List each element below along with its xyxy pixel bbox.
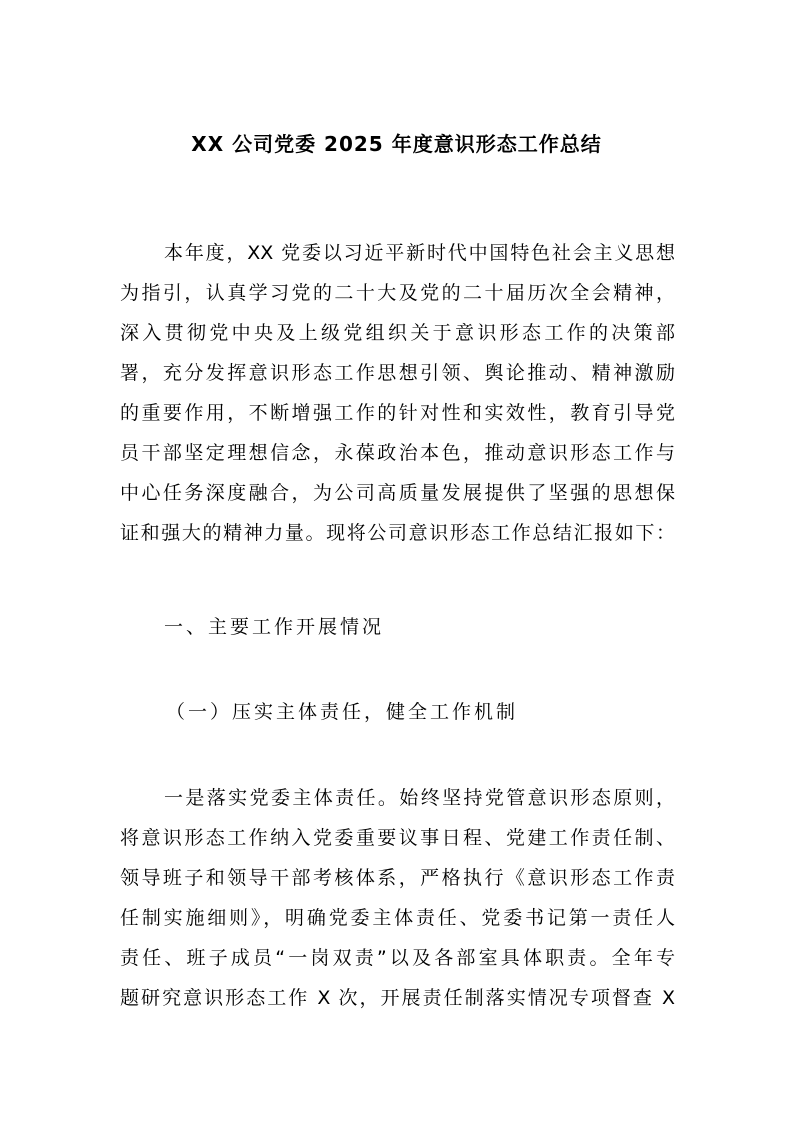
paragraph-line: 本年度，XX 党委以习近平新时代中国特色社会主义思想 xyxy=(164,242,675,264)
paragraph-line: 为指引，认真学习党的二十大及党的二十届历次全会精神， xyxy=(120,282,675,304)
paragraph-line: 任制实施细则》，明确党委主体责任、党委书记第一责任人 xyxy=(120,907,675,929)
paragraph-line: 证和强大的精神力量。现将公司意识形态工作总结汇报如下： xyxy=(120,522,675,544)
paragraph-line: 的重要作用，不断增强工作的针对性和实效性，教育引导党 xyxy=(120,402,675,424)
paragraph-line: 一是落实党委主体责任。始终坚持党管意识形态原则， xyxy=(164,787,675,809)
subsection-heading: （一）压实主体责任，健全工作机制 xyxy=(166,701,519,723)
paragraph-line: 将意识形态工作纳入党委重要议事日程、党建工作责任制、 xyxy=(120,827,675,849)
paragraph-line: 署，充分发挥意识形态工作思想引领、舆论推动、精神激励 xyxy=(120,362,675,384)
paragraph-line: 中心任务深度融合，为公司高质量发展提供了坚强的思想保 xyxy=(120,482,675,504)
paragraph-line: 领导班子和领导干部考核体系，严格执行《意识形态工作责 xyxy=(120,867,675,889)
paragraph-line: 深入贯彻党中央及上级党组织关于意识形态工作的决策部 xyxy=(120,322,675,344)
paragraph-line: 题研究意识形态工作 X 次，开展责任制落实情况专项督查 X xyxy=(120,987,675,1009)
paragraph-line: 员干部坚定理想信念，永葆政治本色，推动意识形态工作与 xyxy=(120,442,675,464)
section-heading: 一、主要工作开展情况 xyxy=(164,616,385,638)
document-title: XX 公司党委 2025 年度意识形态工作总结 xyxy=(191,132,602,156)
paragraph-line: 责任、班子成员“一岗双责”以及各部室具体职责。全年专 xyxy=(120,947,675,969)
